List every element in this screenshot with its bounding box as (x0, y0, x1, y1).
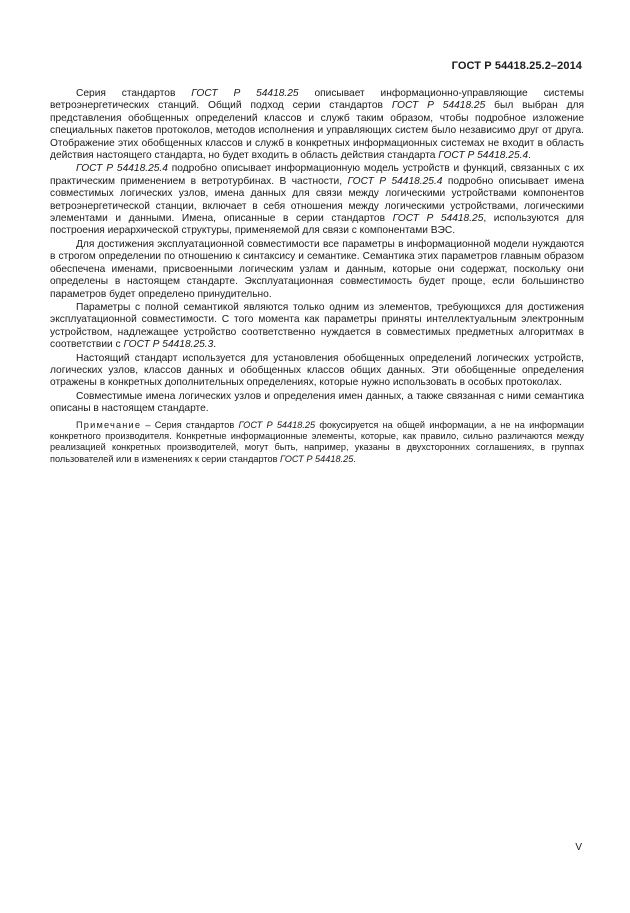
paragraph-5 (50, 353, 584, 390)
standard-reference: ГОСТ Р 54418.25.4 (347, 175, 443, 187)
paragraph-6 (50, 391, 584, 416)
text-run: описывает информационно-управляющие системы ветроэнергетических станций. Общий подход серии стандартов (50, 88, 584, 112)
document-body (50, 88, 584, 465)
note-paragraph (50, 420, 584, 466)
standard-reference: ГОСТ Р 54418.25.4 (438, 150, 529, 162)
standard-reference: ГОСТ Р 54418.25 (280, 453, 354, 464)
text-run: , используются для построения иерархической структуры, применяемой для связи с компонентами ВЭС. (50, 213, 584, 237)
text-run: . (213, 339, 217, 351)
note-label: Примечание (76, 419, 142, 430)
standard-reference: ГОСТ Р 54418.25 (191, 88, 299, 99)
paragraph-3 (50, 239, 584, 301)
text-run: подробно описывает информационную модель устройств и функций, связанных с их практическим применением в ветротурбинах. В частности, (50, 163, 584, 187)
text-run: – Серия стандартов (141, 419, 239, 430)
paragraph-4 (50, 302, 584, 352)
text-run: . (353, 453, 356, 464)
standard-reference: ГОСТ Р 54418.25 (238, 419, 316, 430)
text-run: Серия стандартов (76, 88, 192, 99)
text-run: фокусируется на общей информации, а не на информации конкретного производителя. Конкретные информационные элементы, которые, как правило, сильно различаются между реализацией конкретных производителей, могут быть, например, указаны в двухсторонних соглашениях, в группах пользователей или в изменениях к серии стандартов (50, 419, 585, 464)
text-run: подробно описывает имена совместимых логических узлов, имена данных для связи между логическими устройствами компонентов ветроэнергетической станции, включает в себя отношения между логическими устройствами, логическими элементами и данными. Имена, описанные в серии стандартов (50, 175, 585, 225)
text-run: был выбран для представления обобщенных определений классов и служб таким образом, чтобы подробное изложение специальных пакетов протоколов, методов исполнения и управляющих систем было независимо друг от друга. Отображение этих обобщенных классов и служб в конкретных информационных системах не входит в область действия настоящего стандарта, но будет входить в область действия стандарта (50, 100, 584, 162)
standard-reference: ГОСТ Р 54418.25 (392, 213, 484, 225)
text-run: Совместимые имена логических узлов и определения имен данных, а также связанная с ними семантика описаны в настоящем стандарте. (50, 390, 584, 415)
text-run: . (528, 150, 531, 162)
standard-reference: ГОСТ Р 54418.25 (391, 100, 486, 112)
standard-reference: ГОСТ Р 54418.25.4 (76, 163, 168, 175)
page-header-doc-id: ГОСТ Р 54418.25.2–2014 (451, 60, 582, 72)
paragraph-1 (50, 88, 584, 162)
text-run: Настоящий стандарт используется для установления обобщенных определений логических устройств, логических узлов, классов данных и обобщенных классов общих данных. Эти обобщенные определения отражены в конкретных дополнительных определениях, которые нужно использовать в особых протоколах. (50, 352, 584, 389)
paragraph-2 (50, 163, 584, 237)
standard-reference: ГОСТ Р 54418.25.3 (123, 339, 214, 351)
page-number: V (575, 842, 582, 853)
text-run: Для достижения эксплуатационной совместимости все параметры в информационной модели нуждаются в строгом определении по отношению к синтаксису и семантике. Семантика этих параметров главным образом обеспечена именами, присвоенными логическим узлам и данным, которые они содержат, поскольку они определены в настоящем стандарте. Эксплуатационная совместимость будет проще, если большинство параметров будет определено принудительно. (50, 238, 584, 300)
text-run: Параметры с полной семантикой являются только одним из элементов, требующихся для достижения эксплуатационной совместимости. С того момента как параметры приняты интеллектуальным электронным устройством, надлежащее устройство соответственно нуждается в совместимых предметных алгоритмах в соответствии с (50, 301, 584, 351)
